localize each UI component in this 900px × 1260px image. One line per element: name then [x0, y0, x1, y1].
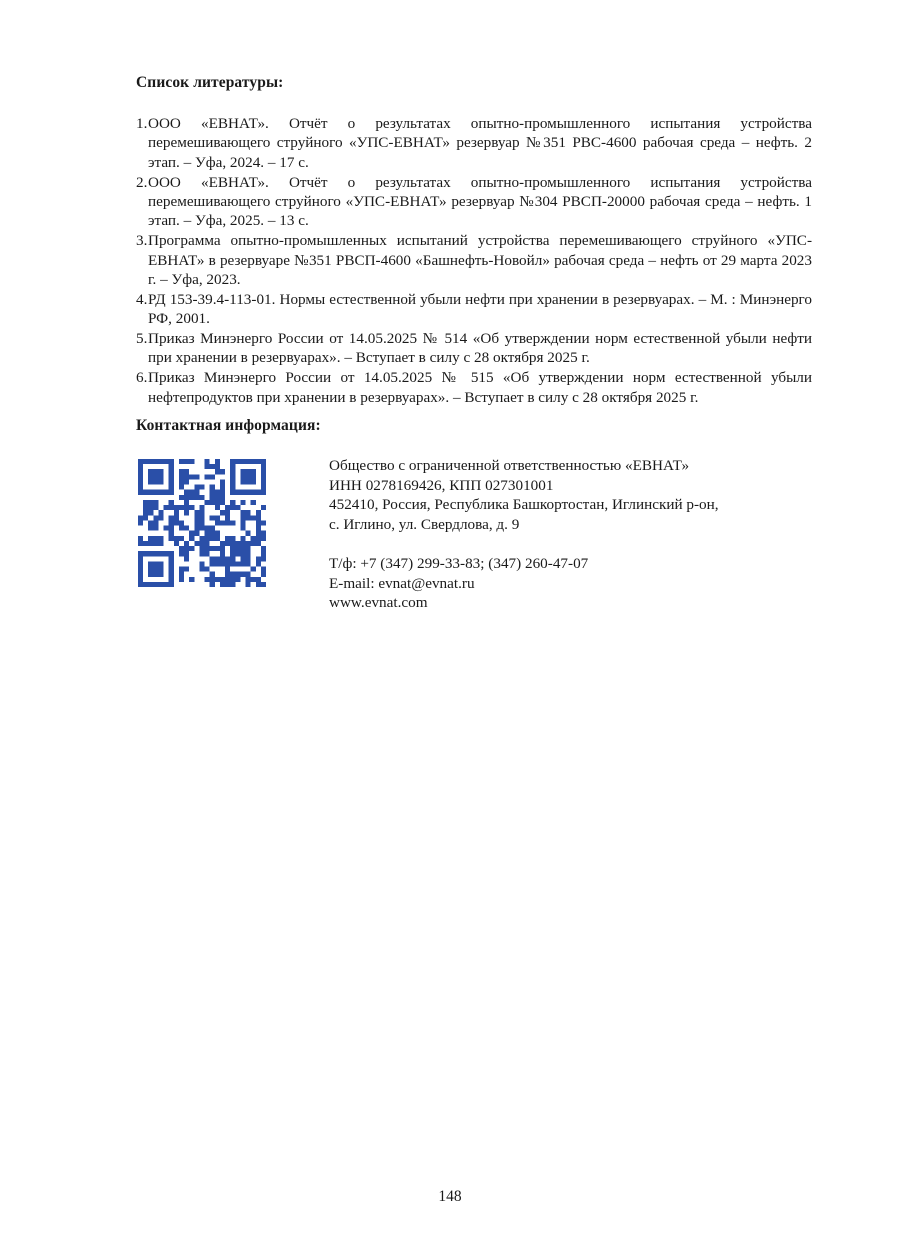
inn-kpp: ИНН 0278169426, КПП 027301001: [329, 476, 554, 494]
references-heading: Список литературы:: [136, 74, 284, 91]
reference-number: 3.: [136, 232, 148, 250]
qr-code-icon: [138, 459, 266, 587]
email: E-mail: evnat@evnat.ru: [329, 574, 475, 592]
address-line: 452410, Россия, Республика Башкортостан, Иглинский р-он,: [329, 496, 719, 513]
reference-item: [136, 173, 812, 231]
phone: Т/ф: +7 (347) 299-33-83; (347) 260-47-07: [329, 555, 589, 572]
references-list: [136, 114, 812, 407]
spacer: [329, 534, 809, 554]
reference-text: ООО «ЕВНАТ». Отчёт о результатах опытно-промышленного испытания устройства перемешивающего струйного «УПС-ЕВНАТ» резервуар №351 РВС-4600 рабочая среда – нефть. 2 этап. – Уфа, 2024. – 17 с.: [148, 115, 812, 171]
reference-number: 4.: [136, 290, 148, 308]
reference-number: 1.: [136, 115, 148, 132]
reference-number: 5.: [136, 330, 148, 348]
reference-text: РД 153-39.4-113-01. Нормы естественной убыли нефти при хранении в резервуарах. – М. : Минэнерго РФ, 2001.: [148, 290, 812, 328]
reference-item: [136, 290, 812, 329]
reference-item: [136, 329, 812, 368]
reference-item: [136, 231, 812, 289]
reference-item: [136, 114, 812, 172]
reference-number: 6.: [136, 369, 148, 387]
reference-text: Приказ Минэнерго России от 14.05.2025 № 515 «Об утверждении норм естественной убыли нефтепродуктов при хранении в резервуарах». – Вступает в силу с 28 октября 2025 г.: [148, 369, 812, 406]
reference-item: [136, 368, 812, 407]
reference-text: Приказ Минэнерго России от 14.05.2025 № 514 «Об утверждении норм естественной убыли нефти при хранении в резервуарах». – Вступает в силу с 28 октября 2025 г.: [148, 330, 812, 367]
website-link[interactable]: www.evnat.com: [329, 594, 428, 611]
address-line: с. Иглино, ул. Свердлова, д. 9: [329, 515, 520, 533]
company-name: Общество с ограниченной ответственностью «ЕВНАТ»: [329, 457, 690, 474]
reference-text: ООО «ЕВНАТ». Отчёт о результатах опытно-промышленного испытания устройства перемешивающего струйного «УПС-ЕВНАТ» резервуар №304 РВСП-20000 рабочая среда – нефть. 1 этап. – Уфа, 2025. – 13 с.: [148, 173, 812, 230]
contact-block: [329, 456, 809, 613]
page-number: 148: [438, 1188, 462, 1205]
contacts-heading: Контактная информация:: [136, 417, 321, 434]
reference-number: 2.: [136, 173, 148, 191]
reference-text: Программа опытно-промышленных испытаний устройства перемешивающего струйного «УПС-ЕВНАТ» в резервуаре №351 РВСП-4600 «Башнефть-Новойл» рабочая среда – нефть от 29 марта 2023 г. – Уфа, 2023.: [148, 232, 812, 289]
